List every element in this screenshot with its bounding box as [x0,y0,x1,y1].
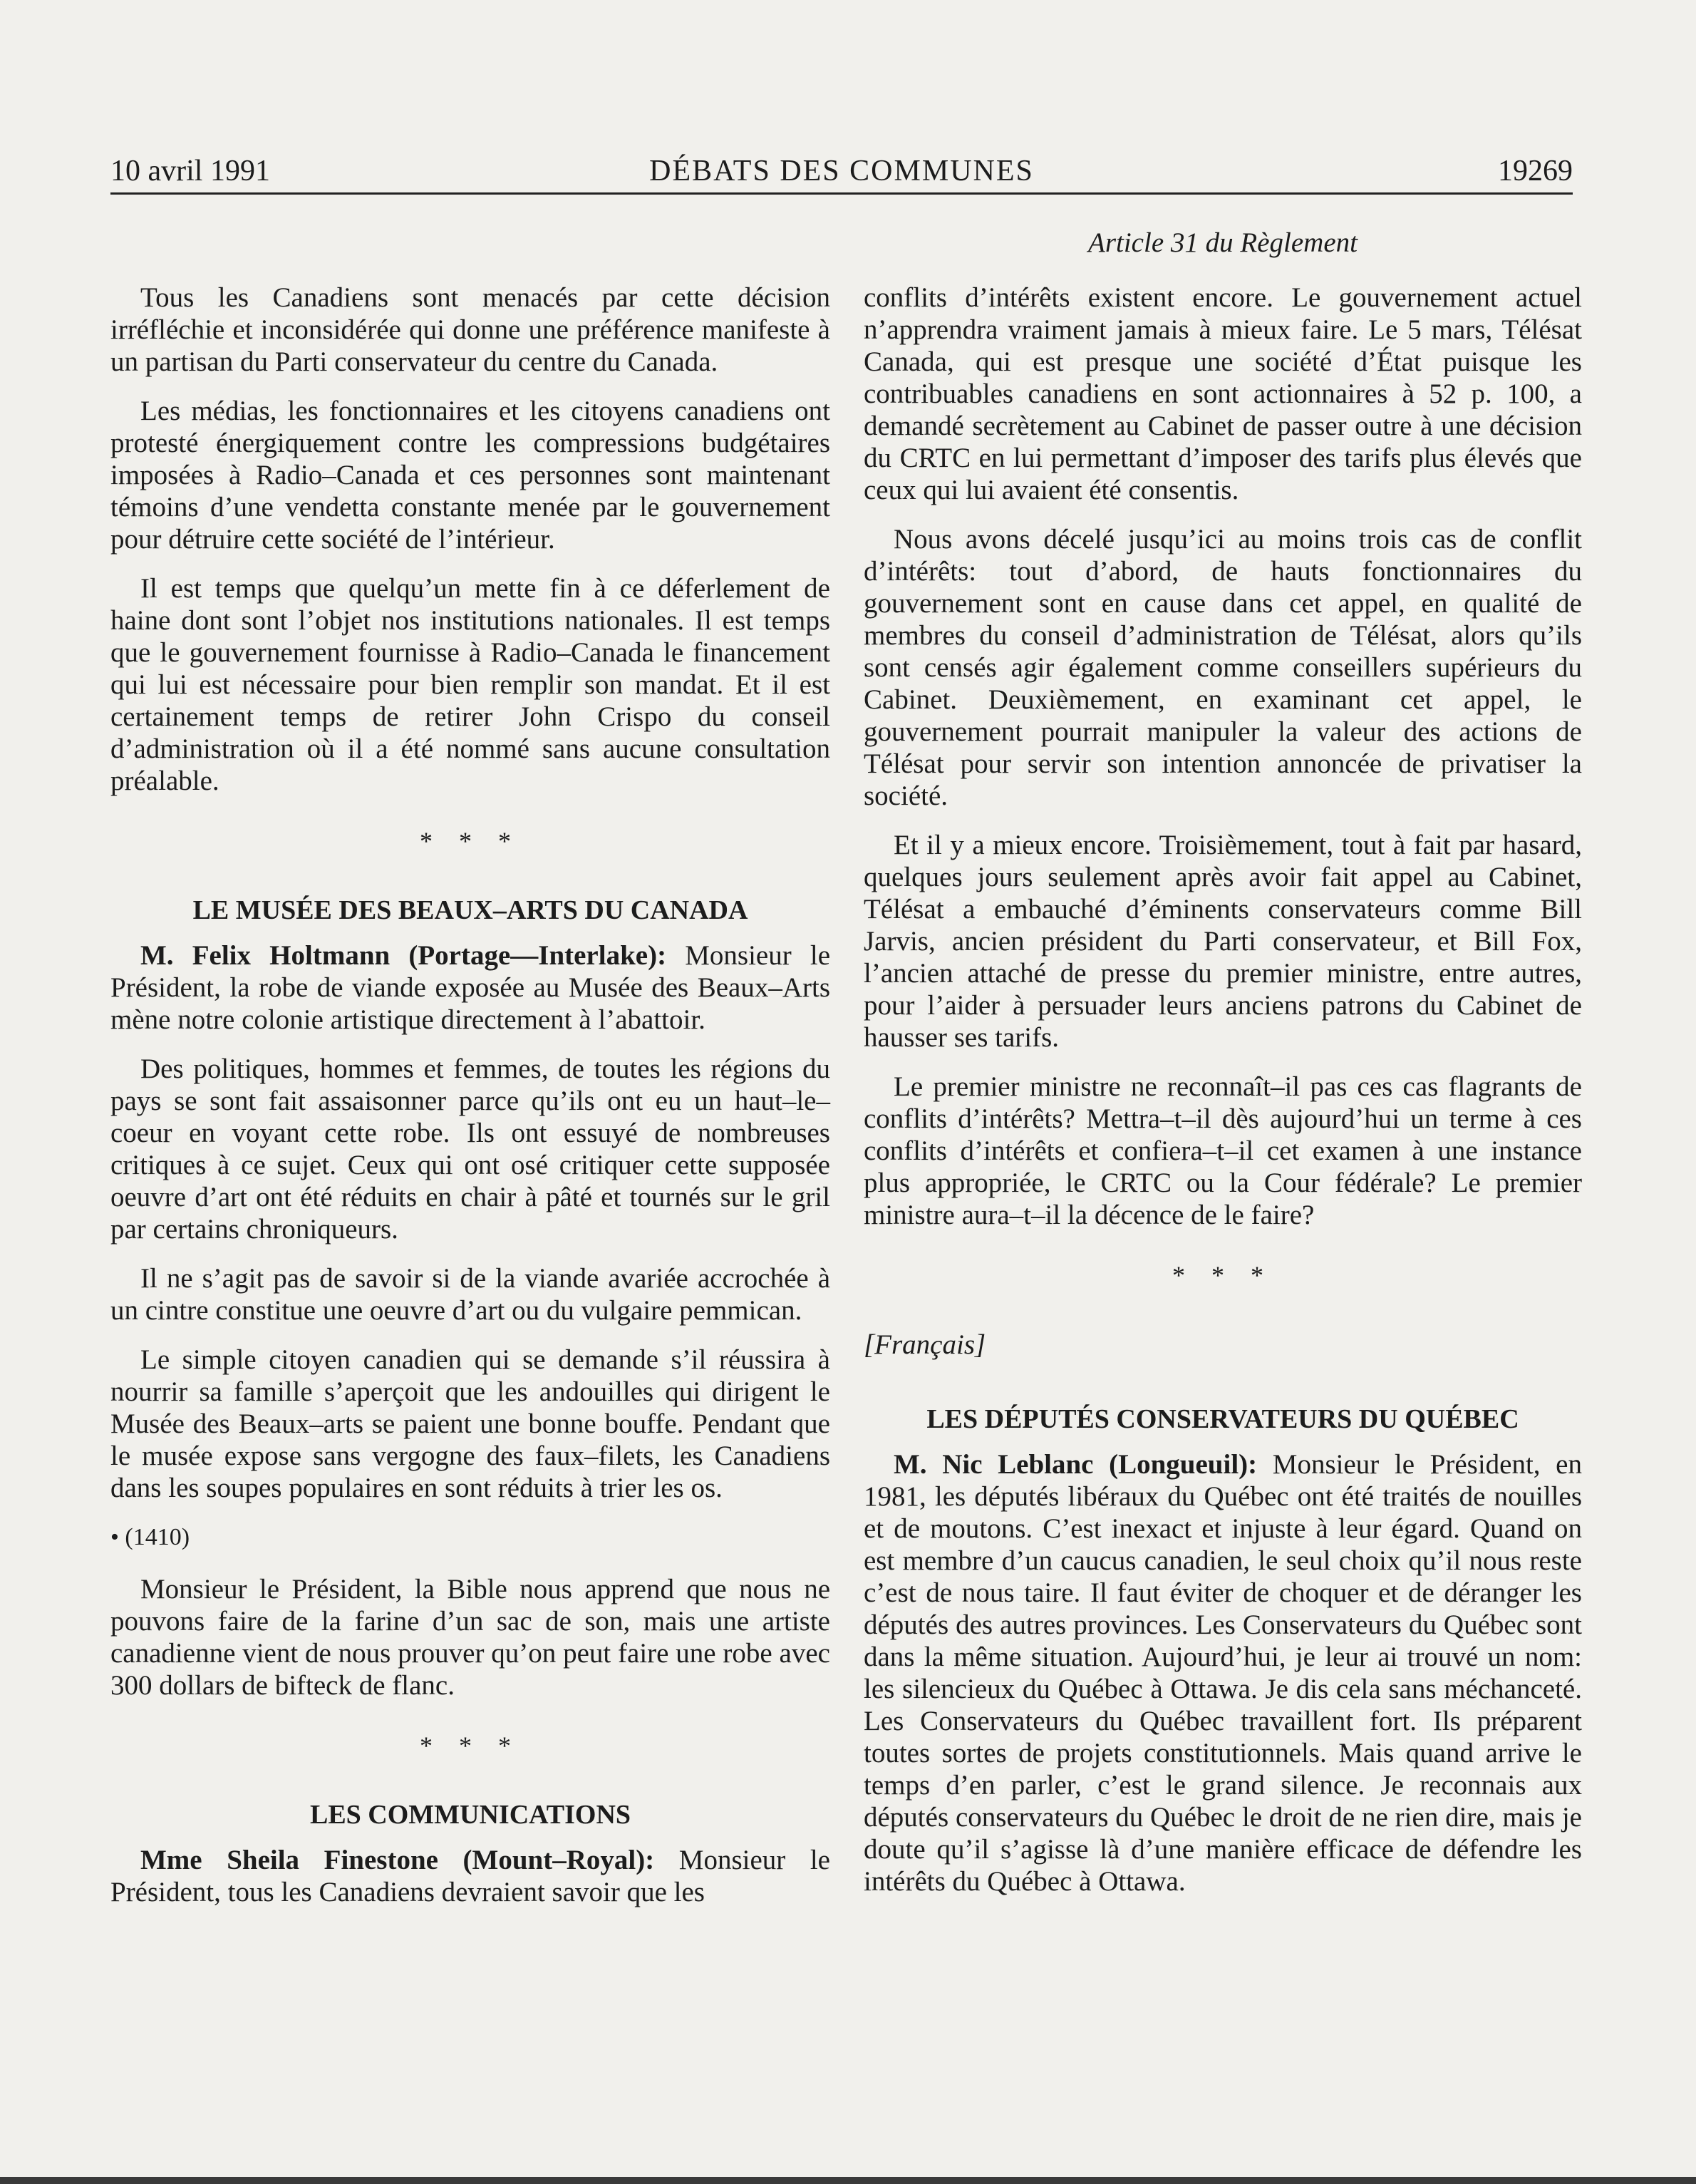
left-column [110,282,830,1925]
header-date: 10 avril 1991 [110,155,270,187]
speech-paragraph [110,1844,830,1908]
speech-text: Monsieur le Président, la robe de viande exposée au Musée des Beaux–Arts mène notre colonie artistique directement à l’abattoir. [110,940,831,1035]
scan-edge [0,2177,1696,2184]
paragraph: Le simple citoyen canadien qui se demande s’il réussira à nourrir sa famille s’aperçoit que les andouilles qui dirigent le Musée des Beaux–arts se paient une bonne bouffe. Pendant que le musée expose sans vergogne des faux–filets, les Canadiens dans les soupes populaires en sont réduits à trier les os. [110,1344,830,1503]
paragraph: Il ne s’agit pas de savoir si de la viande avariée accrochée à un cintre constitue une oeuvre d’art ou du vulgaire pemmican. [110,1263,830,1326]
right-column [864,282,1582,1915]
paragraph: Et il y a mieux encore. Troisièmement, tout à fait par hasard, quelques jours seulement après avoir fait appel au Cabinet, Télésat a embauché d’éminents conservateurs comme Bill Jarvis, ancien président du Parti conservateur, et Bill Fox, l’ancien attaché de presse du premier ministre, entre autres, pour l’aider à persuader leurs anciens patrons du Cabinet de hausser ses tarifs. [864,830,1582,1053]
paragraph: Des politiques, hommes et femmes, de toutes les régions du pays se sont fait assaisonner parce qu’ils ont eu un haut–le–coeur en voyant cette robe. Ils ont essuyé de nombreuses critiques à ce sujet. Ceux qui ont osé critiquer cette supposée oeuvre d’art ont été réduits en chair à pâté et tournés sur le gril par certains chroniqueurs. [110,1054,830,1245]
speaker-name: Mme Sheila Finestone (Mount–Royal): [140,1845,655,1875]
paragraph: Monsieur le Président, la Bible nous apprend que nous ne pouvons faire de la farine d’un sac de son, mais une artiste canadienne vient de nous prouver qu’on peut faire une robe avec 300 dollars de bifteck de flanc. [110,1574,830,1701]
speech-text: Monsieur le Président, tous les Canadiens devraient savoir que les [110,1845,830,1907]
speech-paragraph [110,939,830,1036]
speech-paragraph [864,1448,1582,1897]
section-title: LES DÉPUTÉS CONSERVATEURS DU QUÉBEC [926,1404,1519,1434]
paragraph: Il est temps que quelqu’un mette fin à ce déferlement de haine dont sont l’objet nos institutions nationales. Il est temps que le gouvernement fournisse à Radio–Canada le financement qui lui est nécessaire pour bien remplir son mandat. Et il est certainement temps de retirer John Crispo du conseil d’administration où il a été nommé sans aucune consultation préalable. [110,573,830,796]
section-title: LES COMMUNICATIONS [309,1800,631,1830]
header-rule [110,192,1573,195]
paragraph: conflits d’intérêts existent encore. Le gouvernement actuel n’apprendra vraiment jamais à mieux faire. Le 5 mars, Télésat Canada, qui est presque une société d’État puisque les contribuables canadiens en sont actionnaires à 52 p. 100, a demandé secrètement au Cabinet de passer outre à une décision du CRTC en lui permettant d’imposer des tarifs plus élevés que ceux qui lui avaient été consentis. [864,282,1582,505]
time-marker: • (1410) [110,1524,190,1550]
paragraph: Nous avons décelé jusqu’ici au moins trois cas de conflit d’intérêts: tout d’abord, de hauts fonctionnaires du gouvernement sont en cause dans cet appel, en qualité de membres du conseil d’administration de Télésat, alors qu’ils sont censés agir également comme conseillers supérieurs du Cabinet. Deuxièmement, en examinant cet appel, le gouvernement pourrait manipuler la valeur des actions de Télésat pour servir son intention annoncée de privatiser la société. [864,524,1582,811]
section-separator: * * * [420,1731,521,1760]
paragraph: Tous les Canadiens sont menacés par cette décision irréfléchie et inconsidérée qui donne une préférence manifeste à un partisan du Parti conservateur du centre du Canada. [110,282,830,377]
header-page-number: 19269 [1498,155,1573,187]
section-separator: * * * [420,827,521,855]
language-tag: [Français] [864,1329,986,1360]
paragraph: Les médias, les fonctionnaires et les citoyens canadiens ont protesté énergiquement contre les compressions budgétaires imposées à Radio–Canada et ces personnes sont maintenant témoins d’une vendetta constante menée par le gouvernement pour détruire cette société de l’intérieur. [110,396,830,555]
speaker-name: M. Nic Leblanc (Longueuil): [894,1449,1258,1480]
speaker-name: M. Felix Holtmann (Portage—Interlake): [140,940,667,971]
page-header [110,147,1573,197]
rubric: Article 31 du Règlement [1088,227,1358,258]
header-title: DÉBATS DES COMMUNES [649,155,1034,187]
speech-text: Monsieur le Président, en 1981, les députés libéraux du Québec ont été traités de nouilles et de moutons. C’est inexact et injuste à leur égard. Quand on est membre d’un caucus canadien, le seul choix qu’il nous reste c’est de nous taire. Il faut éviter de choquer et de déranger les députés des autres provinces. Les Conservateurs du Québec sont dans la même situation. Aujourd’hui, je leur ai trouvé un nom: les silencieux du Québec à Ottawa. Je dis cela sans méchanceté. Les Conservateurs du Québec travaillent fort. Ils préparent toutes sortes de projets constitutionnels. Mais quand arrive le temps d’en parler, c’est le grand silence. Je reconnais aux députés conservateurs du Québec le droit de ne rien dire, mais je doute qu’il s’agisse là d’une manière efficace de défendre les intérêts du Québec à Ottawa. [864,1449,1582,1897]
paragraph: Le premier ministre ne reconnaît–il pas ces cas flagrants de conflits d’intérêts? Mettra–t–il dès aujourd’hui un terme à ces conflits d’intérêts et confiera–t–il cet examen à une instance plus appropriée, le CRTC ou la Cour fédérale? Le premier ministre aura–t–il la décence de le faire? [864,1071,1582,1230]
section-title: LE MUSÉE DES BEAUX–ARTS DU CANADA [192,895,748,925]
section-separator: * * * [1172,1261,1273,1289]
